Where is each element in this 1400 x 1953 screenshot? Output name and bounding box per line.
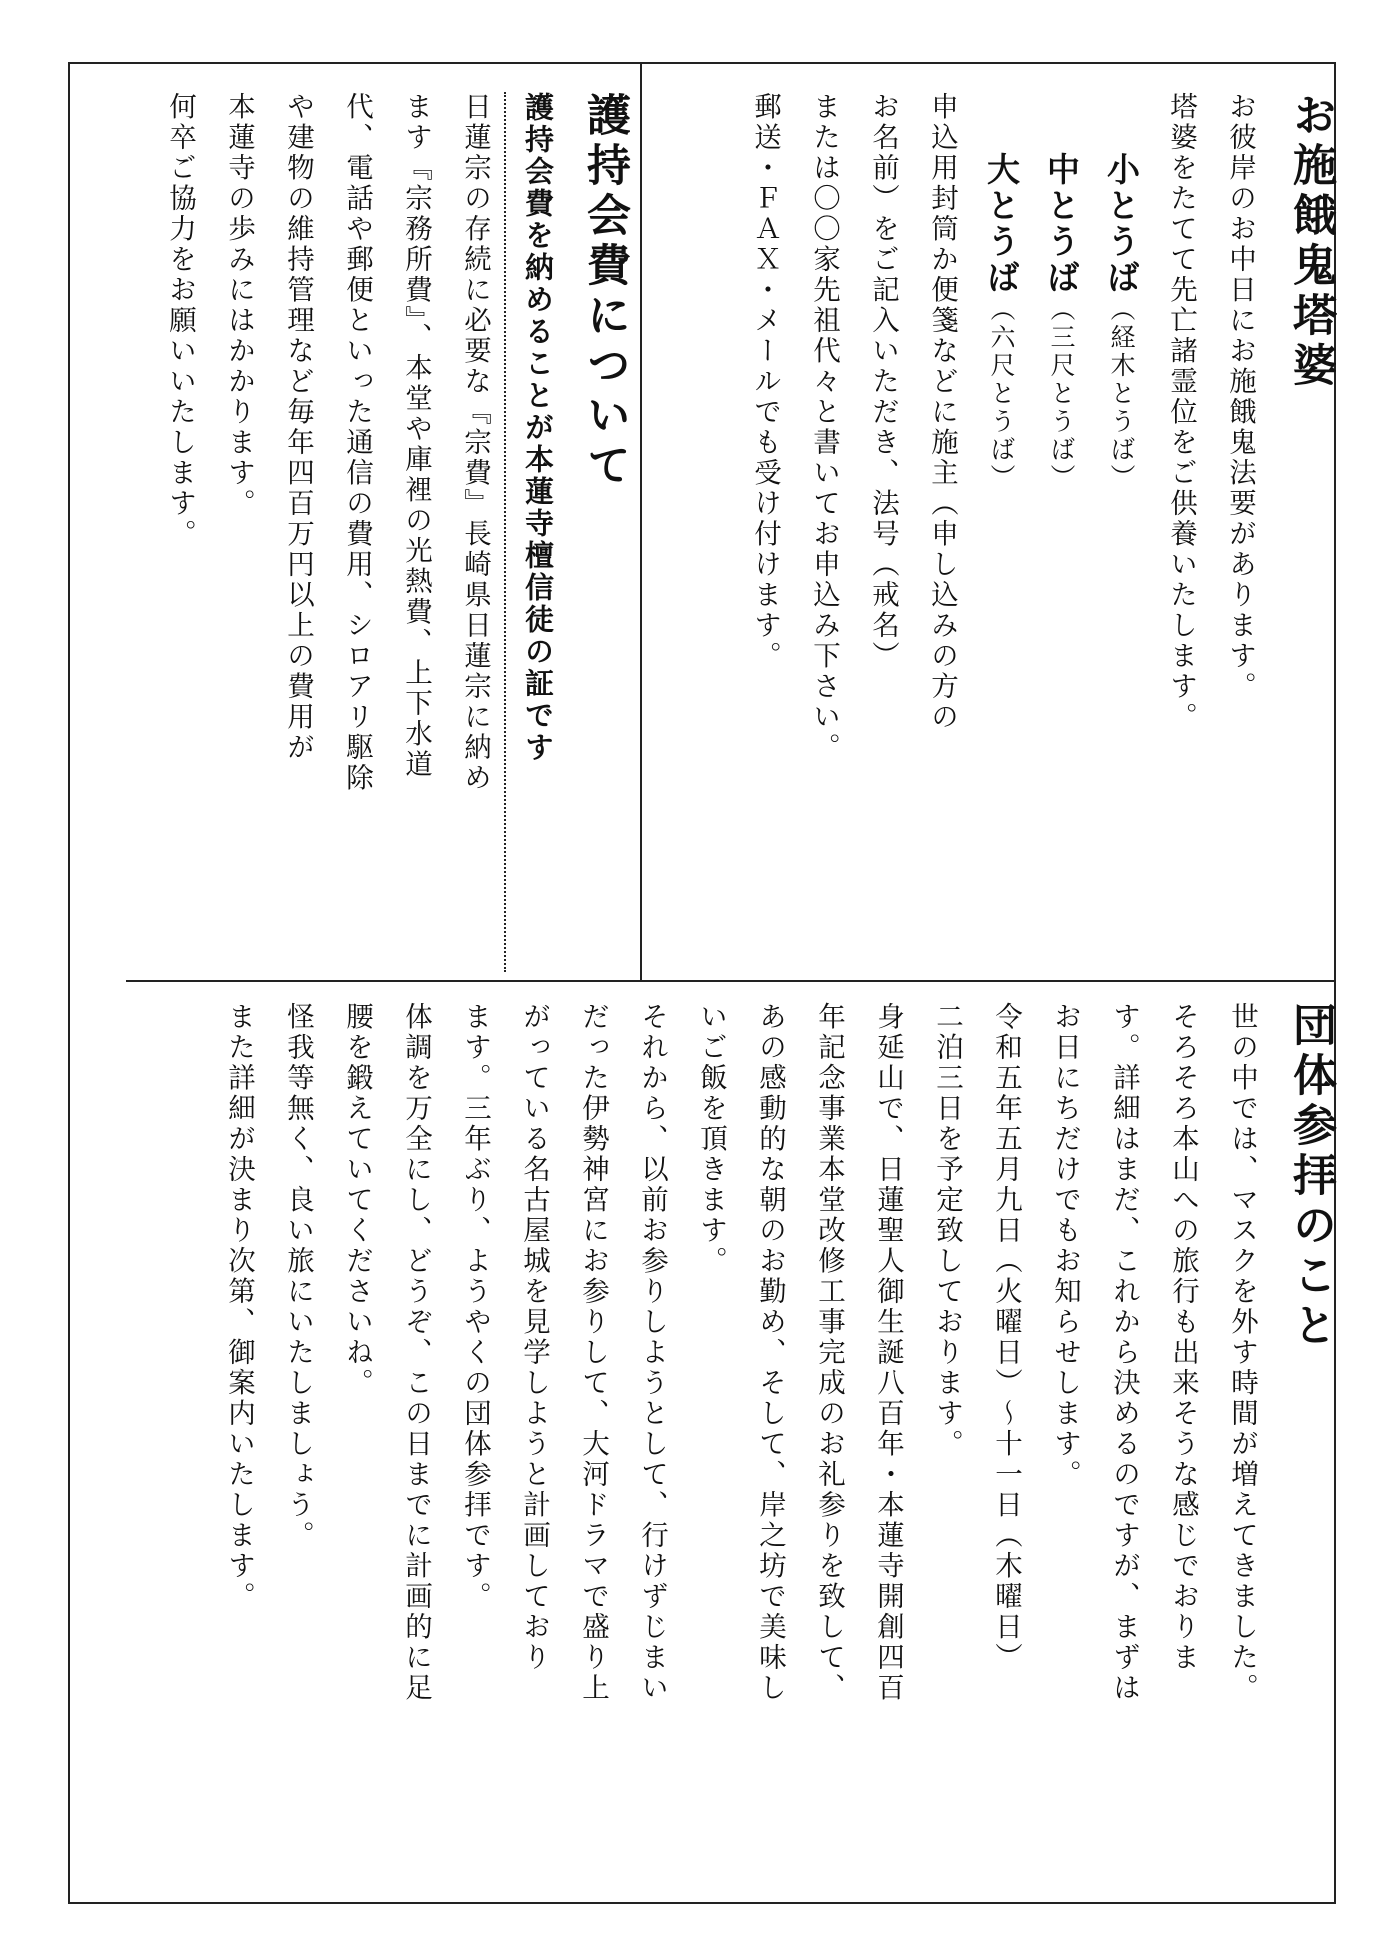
gojikai-line: 代、電話や郵便といった通信の費用、シロアリ駆除 — [341, 92, 373, 794]
sanpai-line: 令和五年五月九日（火曜日）～十一日（木曜日） — [990, 1002, 1022, 1673]
sanpai-line: 体調を万全にし、どうぞ、この日までに計画的に足 — [400, 1002, 432, 1704]
sanpai-line: お日にちだけでもお知らせします。 — [1049, 1002, 1081, 1490]
horizontal-divider — [126, 980, 1336, 982]
sanpai-line: 年記念事業本堂改修工事完成のお礼参りを致して、 — [813, 1002, 845, 1704]
apply-line: 郵送・ＦＡＸ・メールでも受け付けます。 — [749, 92, 781, 672]
toba-item-name: 中とうば — [1042, 152, 1081, 296]
vertical-divider — [640, 62, 642, 980]
sanpai-line: がっている名古屋城を見学しようと計画しており — [518, 1002, 550, 1673]
segaki-section — [735, 92, 1340, 952]
sanpai-line: 二泊三日を予定致しております。 — [931, 1002, 963, 1460]
sanpai-line: あの感動的な朝のお勤め、そして、岸之坊で美味し — [754, 1002, 786, 1704]
sanpai-line: 身延山で、日蓮聖人御生誕八百年・本蓮寺開創四百 — [872, 1002, 904, 1704]
apply-line: または〇〇家先祖代々と書いてお申込み下さい。 — [808, 92, 840, 763]
sanpai-line: いご飯を頂きます。 — [695, 1002, 727, 1277]
gojikai-line: 本蓮寺の歩みにはかかります。 — [223, 92, 255, 519]
sanpai-line: そろそろ本山への旅行も出来そうな感じでおりま — [1167, 1002, 1199, 1673]
sanpai-line: 怪我等無く、良い旅にいたしましょう。 — [282, 1002, 314, 1551]
sanpai-line: す。詳細はまだ、これから決めるのですが、まずは — [1108, 1002, 1140, 1704]
sanpai-line: だった伊勢神宮にお参りして、大河ドラマで盛り上 — [577, 1002, 609, 1704]
gojikai-line: ます『宗務所費』、本堂や庫裡の光熱費、上下水道 — [400, 92, 432, 780]
gojikai-lead: 護持会費を納めることが本蓮寺檀信徒の証です — [504, 92, 567, 972]
segaki-line: お彼岸のお中日にお施餓鬼法要があります。 — [1224, 92, 1256, 702]
toba-item-large — [971, 92, 1031, 952]
toba-item-name: 小とうば — [1102, 152, 1141, 296]
toba-item-small — [1091, 92, 1151, 952]
sanpai-title: 団体参拝のこと — [1285, 1002, 1336, 1352]
sanpai-line: 腰を鍛えていてくださいね。 — [341, 1002, 373, 1399]
toba-item-name: 大とうば — [982, 152, 1021, 296]
segaki-title: お施餓鬼塔婆 — [1285, 92, 1336, 392]
sanpai-line: また詳細が決まり次第、御案内いたします。 — [223, 1002, 255, 1612]
toba-item-medium — [1031, 92, 1091, 952]
toba-item-note: （六尺とうば） — [987, 296, 1016, 492]
gojikai-section — [150, 92, 634, 972]
gojikai-line: 日蓮宗の存続に必要な『宗費』長崎県日蓮宗に納め — [459, 92, 491, 794]
apply-line: 申込用封筒か便箋などに施主（申し込みの方の — [926, 92, 958, 733]
gojikai-line: や建物の維持管理など毎年四百万円以上の費用が — [282, 92, 314, 763]
toba-item-note: （三尺とうば） — [1047, 296, 1076, 492]
sanpai-line: ます。三年ぶり、ようやくの団体参拝です。 — [459, 1002, 491, 1612]
sanpai-section — [209, 1002, 1340, 1882]
sanpai-line: それから、以前お参りしようとして、行けずじまい — [636, 1002, 668, 1704]
segaki-line: 塔婆をたてて先亡諸霊位をご供養いたします。 — [1165, 92, 1197, 733]
apply-line: お名前）をご記入いただき、法号（戒名） — [867, 92, 899, 672]
sanpai-line: 世の中では、マスクを外す時間が増えてきました。 — [1226, 1002, 1258, 1704]
toba-item-note: （経木とうば） — [1107, 296, 1136, 492]
gojikai-title: 護持会費について — [579, 92, 630, 492]
gojikai-line: 何卒ご協力をお願いいたします。 — [164, 92, 196, 550]
